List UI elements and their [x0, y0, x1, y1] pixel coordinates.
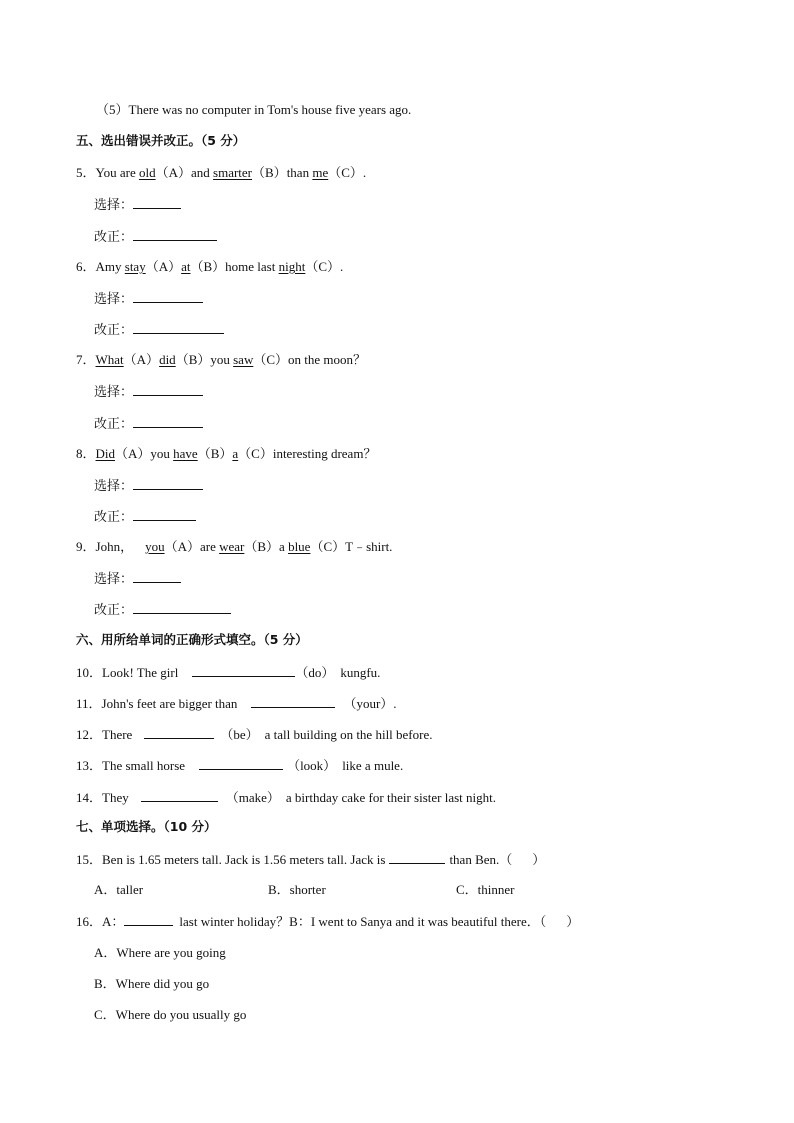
question-number: 11． — [76, 696, 102, 711]
q5-correct-row — [94, 227, 217, 247]
option-a-label: （A） — [115, 446, 151, 461]
text-part: a — [279, 539, 289, 554]
word-hint: （make） — [225, 790, 280, 805]
q15-option-c[interactable]: C．thinner — [456, 882, 515, 897]
correct-label: 改正： — [94, 603, 134, 618]
text-part: like a mule. — [342, 758, 404, 773]
question-number: 6． — [76, 259, 96, 274]
option-c-label: （C） — [328, 165, 363, 180]
q9-correct-row — [94, 600, 231, 620]
correct-label: 改正： — [94, 417, 134, 432]
option-c-label: （C） — [253, 352, 288, 367]
text-part: The small horse — [102, 758, 186, 773]
text-part: home last — [225, 259, 279, 274]
correct-blank[interactable] — [133, 320, 224, 334]
text-part: kungfu. — [340, 665, 381, 680]
text-part: There — [102, 727, 133, 742]
answer-blank[interactable] — [389, 850, 445, 864]
correct-label: 改正： — [94, 230, 134, 245]
choose-blank[interactable] — [133, 569, 181, 583]
option-c-word: blue — [288, 539, 311, 554]
text-part: you — [210, 352, 234, 367]
word-hint: （be） — [220, 727, 259, 742]
q15-option-a[interactable]: A．taller — [94, 882, 144, 897]
text-part: John's feet are bigger than — [101, 696, 238, 711]
text-part: Look! The girl — [102, 665, 179, 680]
q15-option-b[interactable]: B．shorter — [268, 882, 326, 897]
answer-blank[interactable] — [124, 912, 173, 926]
text-part: ） — [532, 852, 546, 867]
correct-label: 改正： — [94, 510, 134, 525]
text-part: you — [150, 446, 174, 461]
option-c-word: saw — [233, 352, 254, 367]
q8-choose-row — [94, 476, 203, 496]
option-b-label: （B） — [197, 446, 233, 461]
text-part: . — [362, 165, 367, 180]
option-a-label: （A） — [164, 539, 200, 554]
choose-blank[interactable] — [133, 476, 203, 490]
q16-option-b[interactable]: B．Where did you go — [94, 976, 210, 991]
prev-sentence — [96, 101, 411, 119]
q9-choose-row — [94, 569, 181, 589]
answer-blank[interactable] — [192, 663, 295, 677]
option-b-word: did — [159, 352, 176, 367]
question-number: 10． — [76, 665, 103, 680]
correct-blank[interactable] — [133, 227, 217, 241]
choose-blank[interactable] — [133, 195, 181, 209]
q16-option-a[interactable]: A．Where are you going — [94, 945, 226, 960]
q16-option-c[interactable]: C．Where do you usually go — [94, 1007, 247, 1022]
q8-correct-row — [94, 507, 196, 527]
question-11 — [76, 694, 397, 713]
text-part: John， — [95, 539, 134, 554]
text-part: T﹣shirt. — [345, 539, 393, 554]
word-hint: （your） — [343, 696, 394, 711]
text-part: than — [286, 165, 313, 180]
question-number: 9． — [76, 539, 96, 554]
question-5 — [76, 164, 366, 182]
option-a-word: old — [138, 165, 156, 180]
question-16 — [76, 912, 579, 931]
word-hint: （look） — [287, 758, 337, 773]
choose-blank[interactable] — [133, 382, 203, 396]
text-part: a birthday cake for their sister last night. — [285, 790, 496, 805]
option-c-label: （C） — [310, 539, 346, 554]
text-part: Amy — [95, 259, 125, 274]
choose-blank[interactable] — [133, 289, 203, 303]
section-7-title: 七、单项选择。（10 分） — [76, 819, 217, 834]
text-part: interesting dream？ — [272, 446, 377, 461]
correct-label: 改正： — [94, 323, 134, 338]
option-a-label: （A） — [145, 259, 182, 274]
question-10 — [76, 663, 380, 682]
option-a-word: Did — [95, 446, 116, 461]
question-number: 14． — [76, 790, 103, 805]
choose-label: 选择： — [94, 572, 134, 587]
text-part: on the moon？ — [288, 352, 366, 367]
text-part: last winter holiday？B：I went to Sanya and it was beautiful there．（ — [179, 914, 547, 929]
correct-blank[interactable] — [133, 414, 203, 428]
option-c-label: （C） — [305, 259, 341, 274]
section-5-title: 五、选出错误并改正。（5 分） — [76, 133, 246, 148]
option-b-label: （B） — [190, 259, 226, 274]
question-number: 12． — [76, 727, 103, 742]
correct-blank[interactable] — [133, 507, 196, 521]
choose-label: 选择： — [94, 198, 134, 213]
question-number: 15． — [76, 852, 103, 867]
option-a-label: （A） — [123, 352, 160, 367]
q5-choose-row — [94, 195, 181, 215]
option-b-word: have — [173, 446, 198, 461]
q7-correct-row — [94, 414, 203, 434]
text-part: a tall building on the hill before. — [264, 727, 433, 742]
option-b-label: （B） — [244, 539, 280, 554]
option-c-word: a — [232, 446, 239, 461]
option-a-word: you — [145, 539, 165, 554]
option-c-word: night — [278, 259, 306, 274]
text-part: are — [199, 539, 220, 554]
question-7 — [76, 351, 366, 369]
option-a-word: What — [95, 352, 124, 367]
text-part: and — [191, 165, 214, 180]
choose-label: 选择： — [94, 385, 134, 400]
text-part: A： — [102, 914, 125, 929]
question-9 — [76, 538, 392, 556]
correct-blank[interactable] — [133, 600, 231, 614]
section-6-title: 六、用所给单词的正确形式填空。（5 分） — [76, 632, 308, 647]
question-14 — [76, 788, 496, 807]
question-6 — [76, 258, 343, 276]
option-a-word: stay — [124, 259, 146, 274]
answer-blank[interactable] — [199, 756, 283, 770]
question-number: 13． — [76, 758, 103, 773]
option-b-word: wear — [219, 539, 245, 554]
q7-choose-row — [94, 382, 203, 402]
option-c-word: me — [312, 165, 329, 180]
option-c-label: （C） — [238, 446, 273, 461]
question-number: 7． — [76, 352, 96, 367]
option-b-word: at — [181, 259, 191, 274]
option-b-label: （B） — [252, 165, 287, 180]
q6-choose-row — [94, 289, 203, 309]
choose-label: 选择： — [94, 479, 134, 494]
option-a-label: （A） — [155, 165, 191, 180]
question-12 — [76, 725, 433, 744]
question-13 — [76, 756, 403, 775]
text-part: . — [393, 696, 397, 711]
option-b-label: （B） — [175, 352, 211, 367]
question-number: 8． — [76, 446, 96, 461]
text-part: . — [340, 259, 344, 274]
word-hint: （do） — [295, 665, 335, 680]
text-part: ） — [566, 914, 580, 929]
answer-blank[interactable] — [251, 694, 335, 708]
answer-blank[interactable] — [144, 725, 214, 739]
question-15 — [76, 850, 545, 869]
text-part: You are — [95, 165, 139, 180]
text-part: than Ben.（ — [449, 852, 513, 867]
question-8 — [76, 445, 376, 463]
q6-correct-row — [94, 320, 224, 340]
answer-blank[interactable] — [141, 788, 218, 802]
text-part: Ben is 1.65 meters tall. Jack is 1.56 meters tall. Jack is — [102, 852, 386, 867]
text-part: They — [102, 790, 129, 805]
option-b-word: smarter — [213, 165, 253, 180]
question-number: 16． — [76, 914, 103, 929]
question-number: 5． — [76, 165, 96, 180]
prev-sentence-text: （5）There was no computer in Tom's house five years ago. — [96, 102, 412, 117]
choose-label: 选择： — [94, 292, 134, 307]
